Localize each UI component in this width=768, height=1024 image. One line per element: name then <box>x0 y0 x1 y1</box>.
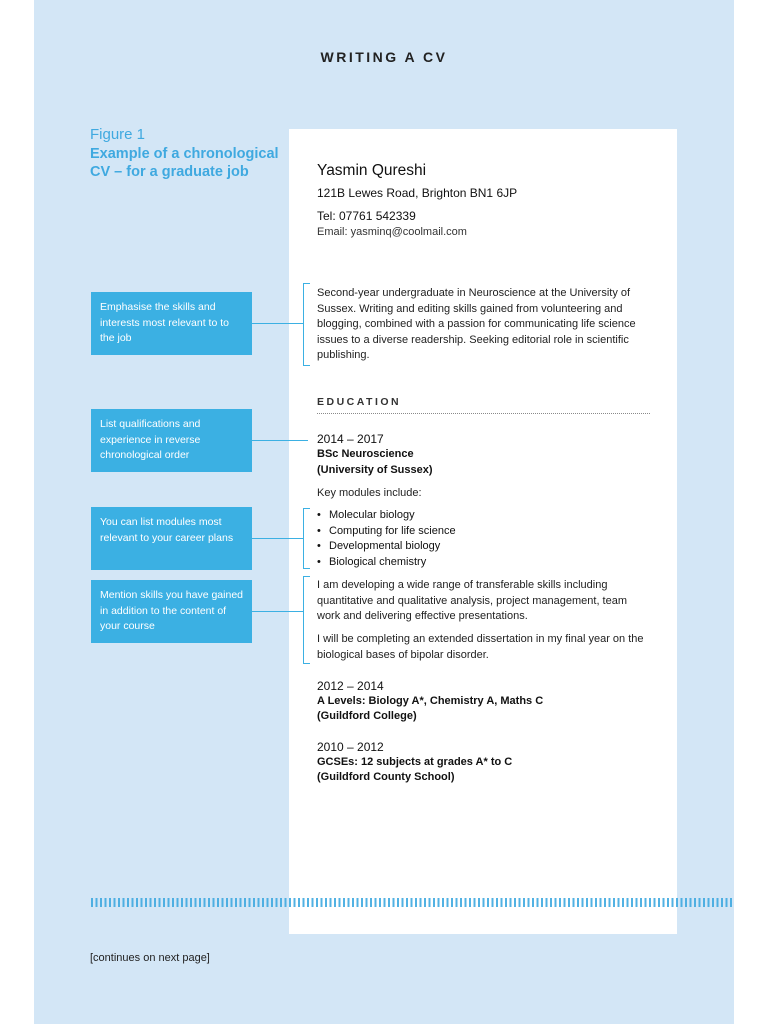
callout-skills-interests: Emphasise the skills and interests most relevant to to the job <box>91 292 252 355</box>
education-institution: (Guildford County School) <box>317 771 455 783</box>
callout-bracket <box>303 576 310 664</box>
callout-connector <box>252 538 303 539</box>
education-institution: (Guildford College) <box>317 710 417 722</box>
education-years: 2010 – 2012 <box>317 740 384 754</box>
callout-connector <box>252 323 303 324</box>
education-qualification: BSc Neuroscience <box>317 448 414 460</box>
page-header-title: WRITING A CV <box>320 49 448 65</box>
module-item: • Developmental biology <box>317 539 456 555</box>
education-qualification: A Levels: Biology A*, Chemistry A, Maths C <box>317 695 544 707</box>
callout-modules: You can list modules most relevant to your career plans <box>91 507 252 570</box>
education-heading: EDUCATION <box>317 396 402 408</box>
callout-bracket <box>303 283 310 366</box>
callout-connector <box>252 440 308 441</box>
module-item: • Computing for life science <box>317 524 456 540</box>
cv-profile-statement: Second-year undergraduate in Neuroscience at the University of Sussex. Writing and editing skills gained from volunteering and blogging, combined with a passion for communicating life science issues to a diverse readership. Seeking editorial role in scientific publishing. <box>317 287 636 361</box>
module-item: • Molecular biology <box>317 508 456 524</box>
skills-paragraph: I am developing a wide range of transferable skills including quantitative and qualitative analysis, project management, team work and delivering effective presentations. <box>317 579 628 622</box>
cv-email: Email: yasminq@coolmail.com <box>317 226 467 238</box>
cv-address: 121B Lewes Road, Brighton BN1 6JP <box>317 186 518 200</box>
continues-note: [continues on next page] <box>90 952 210 964</box>
callout-qualifications: List qualifications and experience in reverse chronological order <box>91 409 252 472</box>
module-item: • Biological chemistry <box>317 555 456 571</box>
education-institution: (University of Sussex) <box>317 464 433 476</box>
cv-name: Yasmin Qureshi <box>317 162 427 179</box>
education-qualification: GCSEs: 12 subjects at grades A* to C <box>317 756 513 768</box>
figure-label: Figure 1 <box>90 126 146 143</box>
callout-bracket <box>303 508 310 569</box>
education-years: 2012 – 2014 <box>317 679 384 693</box>
cv-telephone: Tel: 07761 542339 <box>317 209 416 223</box>
dissertation-paragraph: I will be completing an extended dissertation in my final year on the biological bases of bipolar disorder. <box>317 633 644 661</box>
decorative-tick-rule <box>91 898 734 907</box>
education-divider <box>317 413 650 414</box>
education-years: 2014 – 2017 <box>317 432 384 446</box>
callout-extra-skills: Mention skills you have gained in addition to the content of your course <box>91 580 252 643</box>
callout-connector <box>252 611 303 612</box>
modules-intro: Key modules include: <box>317 487 422 499</box>
figure-caption: Example of a chronological CV – for a graduate job <box>90 146 279 180</box>
modules-list <box>317 508 456 570</box>
